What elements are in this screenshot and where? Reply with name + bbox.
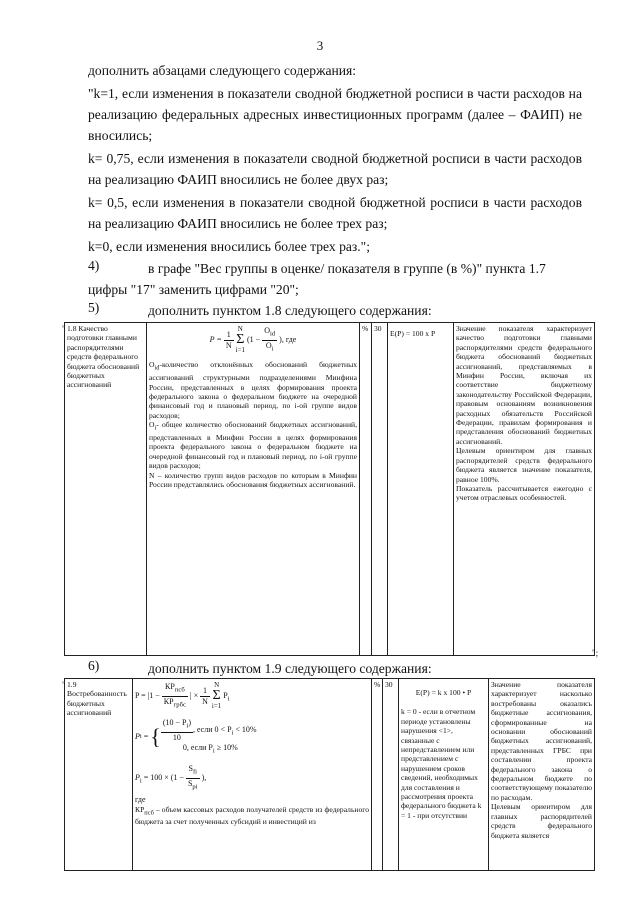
quote-close-18: "; [592,648,599,658]
t19-f3-mid: = 100 × (1 − [141,773,184,783]
t18-def-oi [149,420,357,471]
t19-f1-sigma-top: N [214,681,220,690]
intro-paragraph: дополнить абзацами следующего содержания: [88,63,357,78]
t19-eval: E(P) = k x 100 • P [415,688,472,697]
t18-desc-cell [454,323,595,656]
k075-paragraph: k= 0,75, если изменения в показатели сводной бюджетной росписи в части расходов на реализацию ФАИП вносились не более двух раз; [88,151,582,187]
t19-f1-tail: P [223,690,228,700]
item4-text: в графе "Вес группы в оценке/ показателя в группе (в %)" пункта 1.7 [148,261,546,276]
t19-f3-left: P [135,773,140,783]
t18-inner-den-sub: i [271,345,274,353]
t19-formula3: $P_i = 100 \times (1$ − $\frac{S_{fi}}{S_{pi}}$ ), [135,764,207,791]
t19-f2-case1-cond2: < 10% [233,725,257,735]
t18-eval: E(P) = 100 x P [388,323,454,656]
t19-num: 1.9 [67,680,77,689]
t18-sigma-bot: i=1 [235,346,245,355]
t18-def-oid [149,360,357,420]
item6-number: 6) [88,658,100,673]
t19-formula2: P i = { $\frac{(10 - P_i)}{10}$ , если $0 < P_i < 10\%$ 0, если $P_i \ge 10\%$ [135,718,257,755]
item5-text: дополнить пунктом 1.8 следующего содержания: [148,303,432,318]
t19-f2-case2-cond: ≥ 10% [214,742,238,752]
item4-text2: цифры "17" заменить цифрами "20"; [88,282,299,297]
t19-f1-sigma-bot: i=1 [211,702,222,711]
t19-unit: % [372,679,383,871]
t18-def-n: N – количество групп видов расходов по которым в Минфин России представлялись обоснования бюджетных ассигнований. [149,470,357,490]
t18-name-cell [65,323,147,656]
t19-f1-mid: | × [189,690,199,700]
t18-unit: % [360,323,372,656]
page-number: 3 [316,38,324,53]
t19-desc1: Значение показателя характеризует насколько востребованы оказались бюджетные ассигнования, сформированные на основании обоснований бюджетных ассигнований, представленных ГРБС при составлении проекта федерального закона о федеральном бюджете по соответствующему показателю по расходам. [491,680,592,802]
t19-f1-sigma: N Σ i=1 [211,681,222,711]
t19-def-kr-text: – объем кассовых расходов получателей средств из федерального бюджета за счет полученных субсидий и инвестиций из [135,804,369,827]
t19-f2-case1-cond: , если 0 < P [192,725,232,735]
t19-desc-cell [489,679,595,871]
t18-formula-cell [147,323,360,656]
quote-open-19: " [62,680,66,690]
t19-f2-case1: (10 − P [162,718,187,728]
t19-f1-den-sub: грбс [173,701,186,709]
table-1-8 [64,322,595,656]
t19-f3-den: S [187,778,193,788]
item4-number: 4) [88,258,100,273]
t19-f2-left: P [135,732,140,742]
t19-f2-case1-sub: i [186,722,189,730]
t18-formula-tail: ), где [279,334,297,344]
t18-paren: (1 − [247,334,261,344]
t18-def-oid-sym: O [149,360,155,370]
t18-def-oid-sub: id [154,364,160,372]
t19-f3-num: S [188,764,193,774]
quote-open-18: " [62,324,66,334]
t18-frac-den: N [225,340,232,350]
t19-def-kr-sub: псб [144,809,154,817]
t18-sigma: N Σ i=1 [235,325,245,355]
t19-f1-frac [162,682,188,710]
k1-paragraph: "k=1, если изменения в показатели сводной бюджетной росписи в части расходов на реализацию федеральных адресных инвестиционных программ (далее – ФАИП) не вносились; [88,86,582,143]
t19-f1-frac2-num: 1 [200,686,210,697]
t18-inner-frac [262,326,277,354]
t19-f1-frac2-den: N [202,696,208,706]
t18-def-oid-text: -количество отклонённых обоснований бюджетных ассигнований структурными подразделениями Минфина России, представленных в целях формирования проекта федерального закона о федеральном бюджете на очередной финансовый год и плановый период, по i-ой группе видов расходов; [149,360,357,420]
t18-desc2: Целевым ориентиром для главных распорядителей средств федерального бюджета является значение показателя, равное 100%. [456,446,592,484]
t19-formula-cell [133,679,372,871]
t19-f3-den-sub: pi [192,783,198,791]
t18-def-oi-sym: O [149,420,155,430]
t19-f3-tail: ), [201,773,207,783]
t19-name: Востребованность бюджетных ассигнований [67,689,127,718]
t18-formula [149,326,357,354]
t19-f3-num-sub: fi [192,768,198,776]
t19-f1-frac2 [200,686,210,707]
t19-f1-num: КР [164,682,175,691]
t18-weight: 30 [372,323,388,656]
t18-formula-p: P = [209,334,222,344]
t19-name-cell [65,679,133,871]
t18-inner-den: O [265,340,272,350]
t19-f2-cases: $\frac{(10 - P_i)}{10}$ , если $0 < P_i < 10\%$ 0, если $P_i \ge 10\%$ [162,718,257,755]
t19-where: где [135,794,146,804]
k05-paragraph: k= 0,5, если изменения в показатели сводной бюджетной росписи в части расходов на реализацию ФАИП вносились не более трех раз; [88,195,582,231]
t18-frac [224,330,234,351]
t18-inner-num: O [264,326,270,335]
table-1-9 [64,678,595,871]
t18-frac-num: 1 [224,330,234,341]
t19-formula1 [135,682,369,710]
t18-inner-num-sub: id [269,330,276,338]
t19-def-kr-sym: КР [135,804,145,814]
t18-desc1: Значение показателя характеризует качество подготовки главными распорядителями средств федерального бюджета обоснований бюджетных ассигнований, представляемых в Минфин России, включая их соответствие бюджетному законодательству Российской Федерации, правовым основаниям возникновения расходных обязательств Российской Федерации, правилам формирования и представления обоснований бюджетных ассигнований. [456,324,592,446]
t18-sigma-top: N [237,325,243,334]
t19-f2-case2: 0, если P [182,742,213,752]
t19-eval-cell [399,679,489,871]
t19-def-kr [135,805,369,827]
t18-def-oi-text: - общее количество обоснований бюджетных ассигнований, представленных в Минфин России в целях формирования проекта федерального закона о федеральном бюджете на очередной финансовый год и плановый период, по i-ой группе видов расходов; [149,420,357,471]
t19-f1-tail-sub: i [227,695,230,703]
t19-k-text: k = 0 - если в отчетном периоде установлены нарушения <1>, связанные с непредставлением или представлением с нарушением сроков сведений, необходимых для составления и рассмотрения проекта федерального бюджета k = 1 - при отсутствии [401,707,482,820]
t18-def-oi-sub: i [154,424,157,432]
item5-number: 5) [88,300,100,315]
t19-f1-den: КР [163,696,174,706]
k0-paragraph: k=0, если изменения вносились более трех раз."; [88,239,371,254]
t19-desc2: Целевым ориентиром для главных распорядителей средств федерального бюджета является [491,802,592,840]
t19-f2-case1-den: 10 [172,732,181,742]
t19-weight: 30 [383,679,399,871]
item6-text: дополнить пунктом 1.9 следующего содержания: [148,661,432,676]
t19-f1-left: P = |1 − [135,690,160,700]
t18-desc3: Показатель рассчитывается ежегодно с учетом отраслевых особенностей. [456,483,592,503]
t18-name: 1.8 Качество подготовки главными распорядителями средств федерального бюджета обоснований бюджетных ассигнований [67,324,140,390]
t19-f1-num-sub: псб [174,686,185,694]
